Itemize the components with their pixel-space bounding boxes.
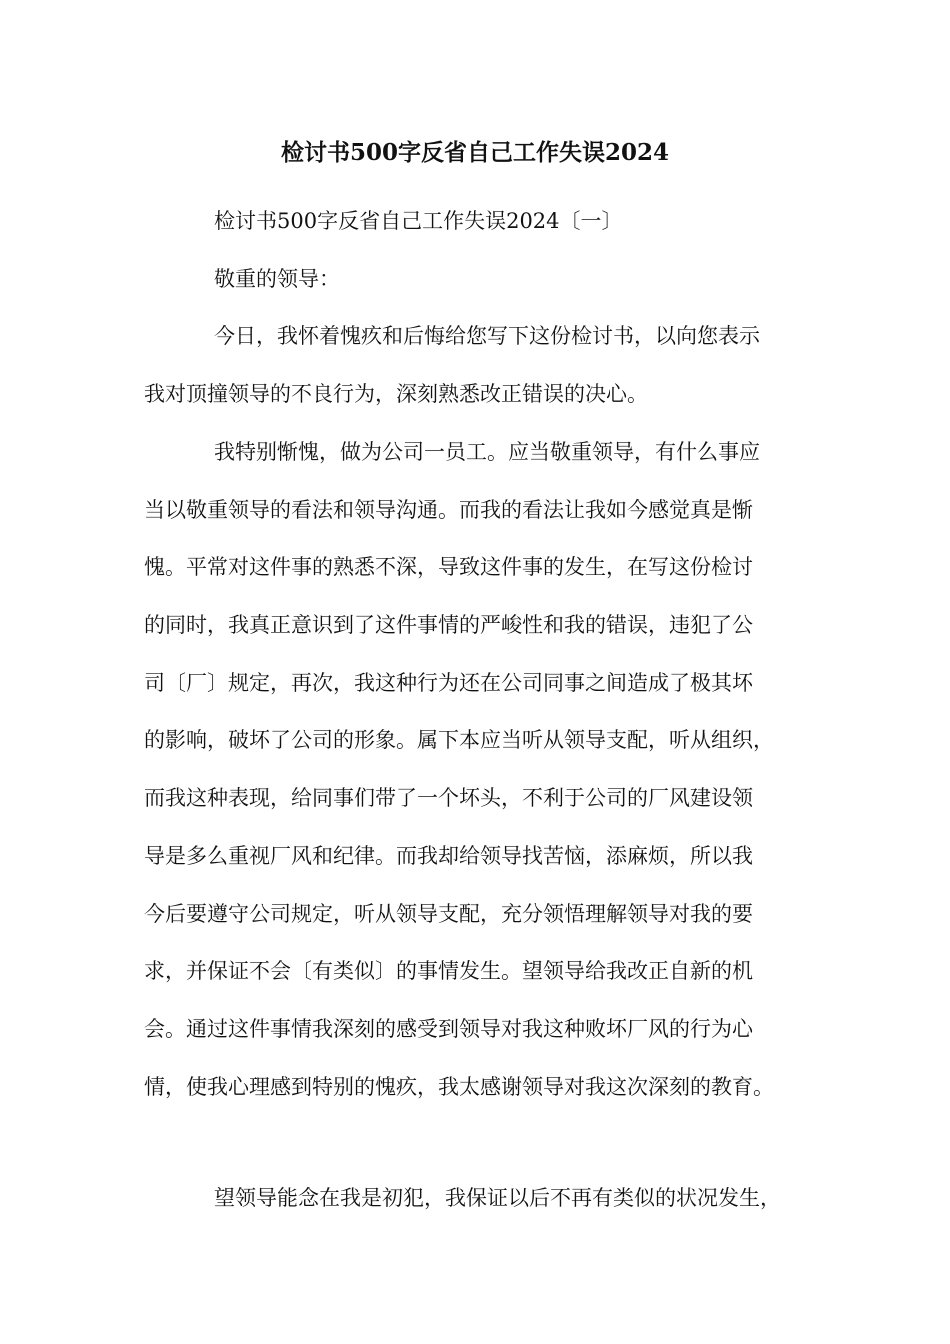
- paragraph-line: 当以敬重领导的看法和领导沟通。而我的看法让我如今感觉真是惭: [144, 498, 753, 522]
- paragraph-line: 我特别惭愧，做为公司一员工。应当敬重领导，有什么事应: [214, 440, 760, 464]
- paragraph-line: 愧。平常对这件事的熟悉不深，导致这件事的发生，在写这份检讨: [144, 555, 753, 579]
- paragraph-line: 今后要遵守公司规定，听从领导支配，充分领悟理解领导对我的要: [144, 902, 753, 926]
- paragraph-line: 情，使我心理感到特别的愧疚，我太感谢领导对我这次深刻的教育。: [144, 1075, 774, 1099]
- paragraph-line: 求，并保证不会〔有类似〕的事情发生。望领导给我改正自新的机: [144, 959, 753, 983]
- paragraph-line: 望领导能念在我是初犯，我保证以后不再有类似的状况发生，: [214, 1186, 781, 1210]
- paragraph-line: 的影响，破坏了公司的形象。属下本应当听从领导支配，听从组织，: [144, 728, 774, 752]
- paragraph-line: 今日，我怀着愧疚和后悔给您写下这份检讨书，以向您表示: [214, 324, 760, 348]
- paragraph-line: 导是多么重视厂风和纪律。而我却给领导找苦恼，添麻烦，所以我: [144, 844, 753, 868]
- paragraph-line: 而我这种表现，给同事们带了一个坏头，不利于公司的厂风建设领: [144, 786, 753, 810]
- paragraph-line: 的同时，我真正意识到了这件事情的严峻性和我的错误，违犯了公: [144, 613, 753, 637]
- paragraph-line: 会。通过这件事情我深刻的感受到领导对我这种败坏厂风的行为心: [144, 1017, 753, 1041]
- paragraph-line: 司〔厂〕规定，再次，我这种行为还在公司同事之间造成了极其坏: [144, 671, 753, 695]
- document-subtitle: 检讨书500字反省自己工作失误2024〔一〕: [214, 209, 623, 233]
- salutation: 敬重的领导：: [214, 267, 340, 291]
- document-title: 检讨书500字反省自己工作失误2024: [280, 139, 670, 166]
- paragraph-line: 我对顶撞领导的不良行为，深刻熟悉改正错误的决心。: [144, 382, 648, 406]
